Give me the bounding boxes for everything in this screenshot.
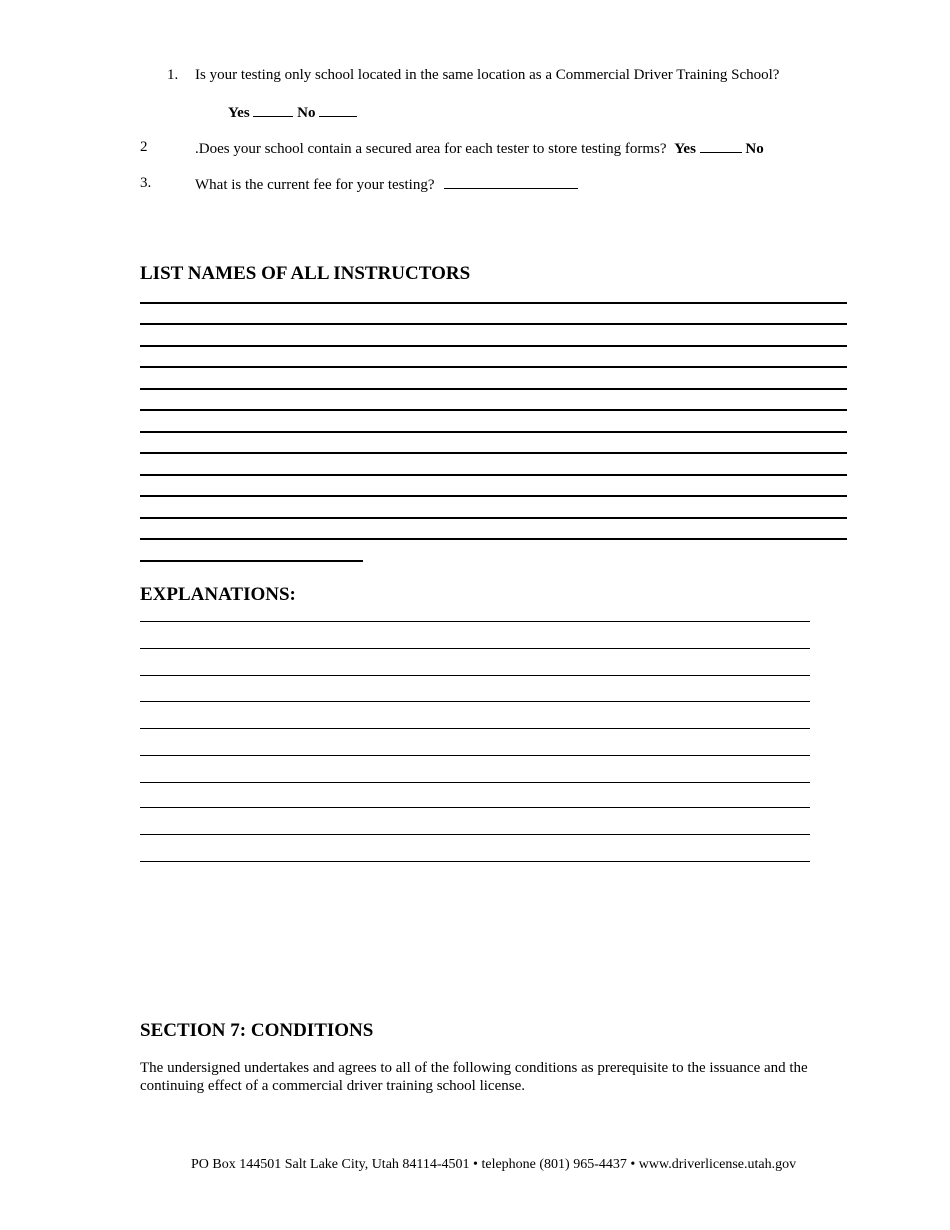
question-3 [195, 174, 578, 194]
instructor-line[interactable] [140, 409, 847, 411]
question-1-number: 1. [167, 67, 179, 83]
footer-address: PO Box 144501 Salt Lake City, Utah 84114-4501 • telephone (801) 965-4437 • www.driverlicense.utah.gov [191, 1157, 797, 1172]
section-7-body: The undersigned undertakes and agrees to all of the following conditions as prerequisite to the issuance and the continuing effect of a commercial driver training school license. [140, 1060, 808, 1094]
question-1-text: Is your testing only school located in the same location as a Commercial Driver Training School? [195, 67, 780, 83]
explanation-line[interactable] [140, 675, 810, 676]
instructor-line[interactable] [140, 495, 847, 497]
explanation-line[interactable] [140, 621, 810, 622]
question-1-no-label: No [297, 105, 316, 121]
question-1-yes-field[interactable] [253, 102, 293, 117]
instructor-line[interactable] [140, 345, 847, 347]
question-3-text: What is the current fee for your testing? [195, 177, 435, 193]
explanation-line[interactable] [140, 861, 810, 862]
explanation-line[interactable] [140, 755, 810, 756]
question-2-no-label: No [745, 141, 764, 157]
instructor-line[interactable] [140, 366, 847, 368]
instructor-line[interactable] [140, 431, 847, 433]
question-2 [195, 138, 764, 158]
instructor-line-short[interactable] [140, 560, 363, 562]
section-7-heading: SECTION 7: CONDITIONS [140, 1020, 374, 1041]
instructor-line[interactable] [140, 388, 847, 390]
explanation-line[interactable] [140, 782, 810, 783]
question-2-text: .Does your school contain a secured area for each tester to store testing forms? [195, 141, 667, 157]
question-2-yes-label: Yes [674, 141, 696, 157]
instructor-line[interactable] [140, 538, 847, 540]
explanation-line[interactable] [140, 728, 810, 729]
question-3-number: 3. [140, 175, 152, 191]
instructor-line[interactable] [140, 474, 847, 476]
instructors-heading: LIST NAMES OF ALL INSTRUCTORS [140, 263, 471, 284]
question-3-fee-field[interactable] [444, 174, 578, 189]
instructor-line[interactable] [140, 517, 847, 519]
question-1-yes-label: Yes [228, 105, 250, 121]
explanation-line[interactable] [140, 648, 810, 649]
explanation-line[interactable] [140, 701, 810, 702]
question-2-number: 2 [140, 139, 148, 155]
explanations-heading: EXPLANATIONS: [140, 584, 296, 605]
instructor-line[interactable] [140, 452, 847, 454]
question-2-yes-field[interactable] [700, 138, 742, 153]
explanation-line[interactable] [140, 834, 810, 835]
instructor-line[interactable] [140, 323, 847, 325]
explanation-line[interactable] [140, 807, 810, 808]
instructor-line[interactable] [140, 302, 847, 304]
question-1-answer-row [228, 102, 357, 122]
question-1 [167, 66, 178, 84]
question-1-no-field[interactable] [319, 102, 357, 117]
